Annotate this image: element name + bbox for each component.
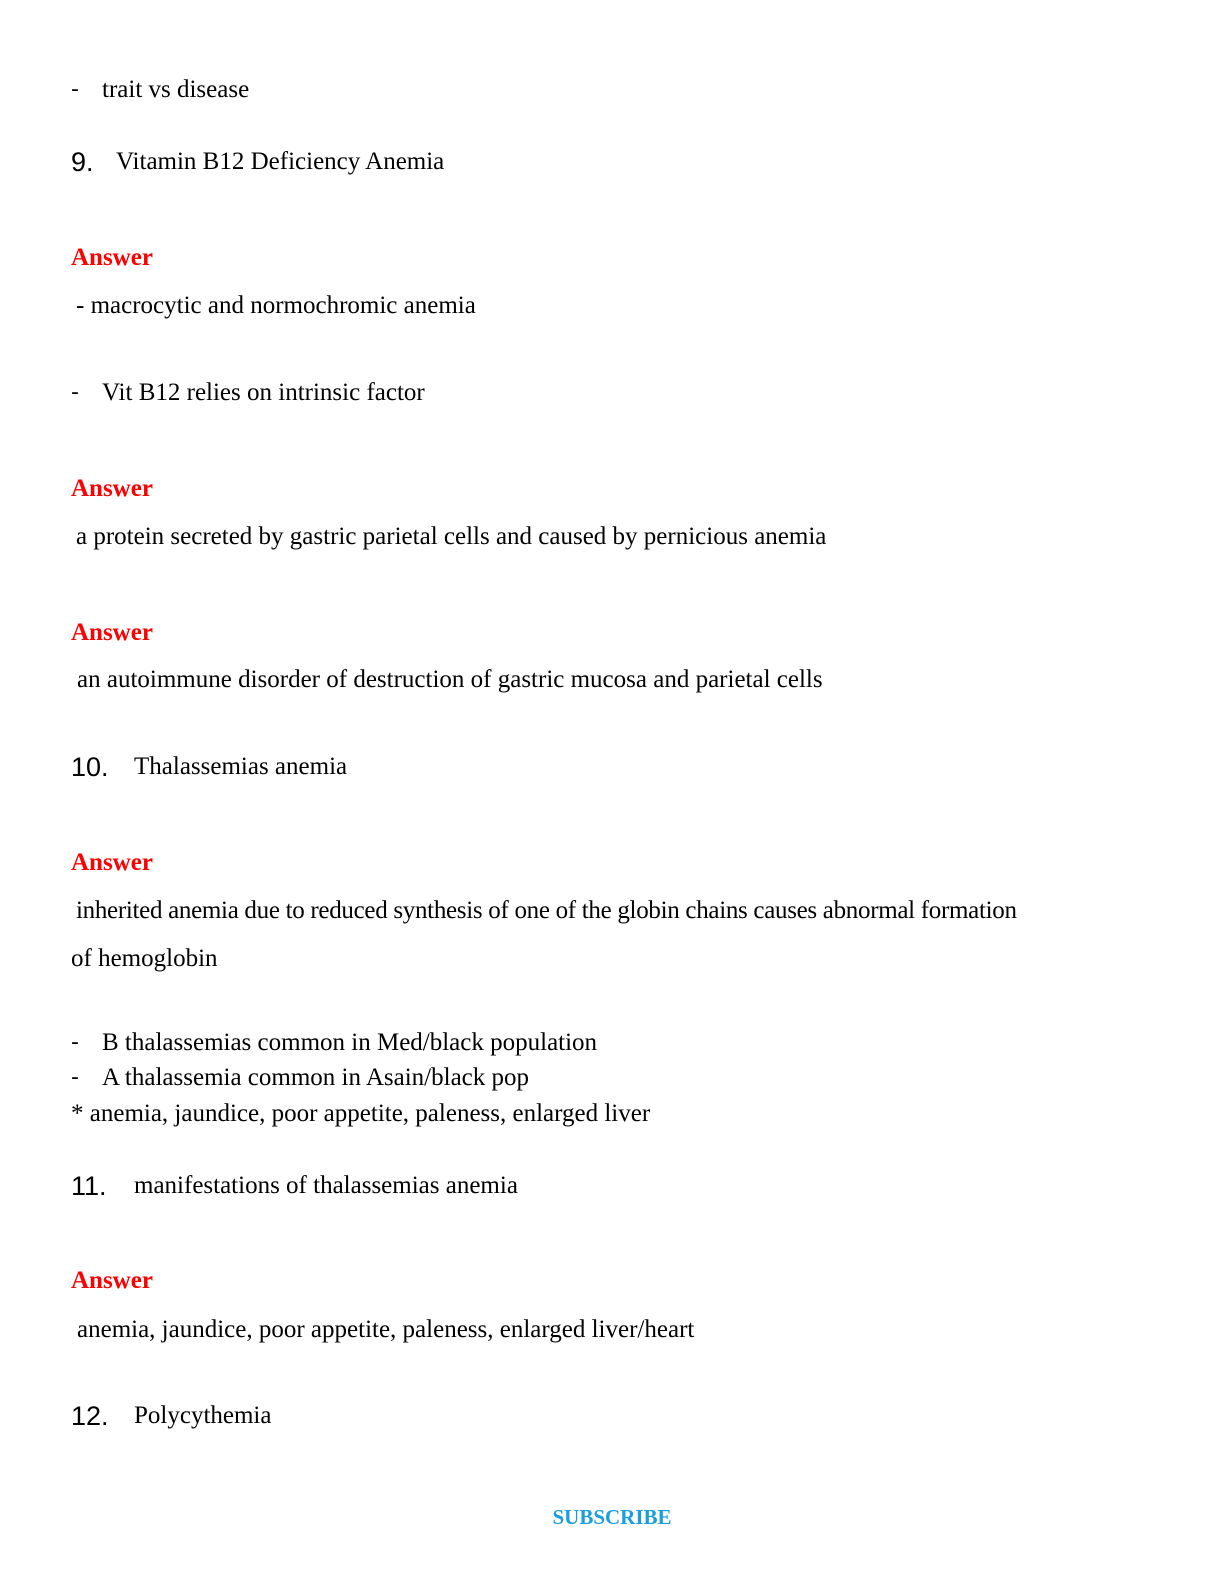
question-text: Polycythemia bbox=[134, 1402, 272, 1429]
answer-label: Answer bbox=[71, 619, 153, 646]
bullet-dash: - bbox=[71, 380, 79, 405]
answer-text-line-2: of hemoglobin bbox=[71, 945, 218, 972]
question-text: Thalassemias anemia bbox=[134, 753, 348, 780]
answer-text: anemia, jaundice, poor appetite, paleness, enlarged liver/heart bbox=[77, 1316, 695, 1343]
bullet-text: trait vs disease bbox=[102, 76, 250, 103]
question-number: 9. bbox=[71, 147, 94, 177]
answer-text: a protein secreted by gastric parietal cells and caused by pernicious anemia bbox=[76, 523, 827, 550]
question-number: 12. bbox=[71, 1401, 109, 1431]
answer-text: - macrocytic and normochromic anemia bbox=[76, 292, 476, 319]
answer-label: Answer bbox=[71, 1267, 153, 1294]
bullet-text: A thalassemia common in Asain/black pop bbox=[102, 1064, 530, 1091]
bullet-dash: - bbox=[71, 77, 79, 102]
bullet-dash: - bbox=[71, 1065, 79, 1090]
bullet-text: Vit B12 relies on intrinsic factor bbox=[102, 379, 425, 406]
question-number: 10. bbox=[71, 752, 109, 782]
answer-text: an autoimmune disorder of destruction of gastric mucosa and parietal cells bbox=[77, 666, 823, 693]
answer-label: Answer bbox=[71, 244, 153, 271]
answer-text-line-1: inherited anemia due to reduced synthesis of one of the globin chains causes abnormal formation bbox=[76, 897, 1017, 924]
answer-label: Answer bbox=[71, 475, 153, 502]
subscribe-link[interactable]: SUBSCRIBE bbox=[552, 1505, 672, 1529]
question-number: 11. bbox=[71, 1171, 107, 1201]
bullet-text: B thalassemias common in Med/black population bbox=[102, 1029, 598, 1056]
answer-label: Answer bbox=[71, 849, 153, 876]
question-text: manifestations of thalassemias anemia bbox=[134, 1172, 518, 1199]
star-note: * anemia, jaundice, poor appetite, paleness, enlarged liver bbox=[71, 1100, 651, 1127]
question-text: Vitamin B12 Deficiency Anemia bbox=[116, 148, 445, 175]
bullet-dash: - bbox=[71, 1030, 79, 1055]
